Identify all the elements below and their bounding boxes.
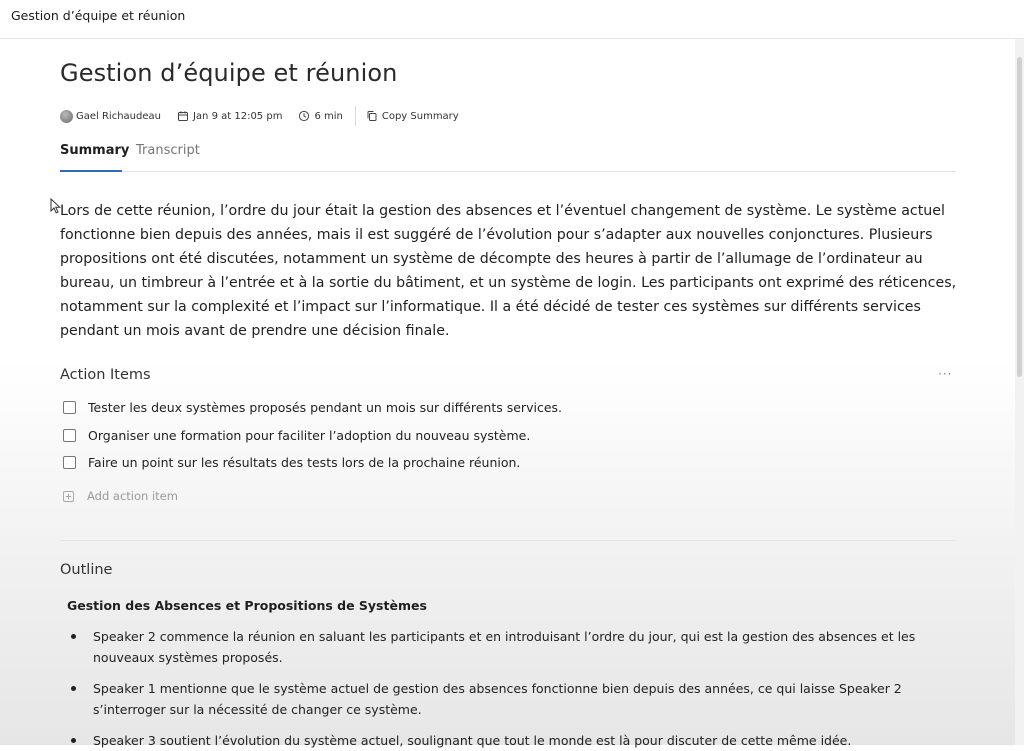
outline-bullet-text: Speaker 1 mentionne que le système actuel de gestion des absences fonctionne bien depuis des années, ce qui laisse Speaker 2 s’interroger sur la nécessité de changer ce système.: [93, 681, 902, 717]
summary-text: Lors de cette réunion, l’ordre du jour était la gestion des absences et l’éventuel changement de système. Le système actuel fonctionne bien depuis des années, mais il est suggéré de l’évolution pour s’adapter aux nouvelles conjonctures. Plusieurs propositions ont été discutées, notamment un système de décompte des heures à partir de l’allumage de l’ordinateur au bureau, un timbreur à l’entrée et à la sortie du bâtiment, et un système de login. Les participants ont exprimé des réticences, notamment sur la complexité et l’impact sur l’informatique. Il a été décidé de tester ces systèmes sur différents services pendant un mois avant de prendre une décision finale.: [60, 203, 957, 339]
clock-icon: [298, 110, 310, 122]
outline-bullet: [71, 730, 931, 751]
more-options-button[interactable]: ···: [938, 367, 953, 381]
meta-divider: [355, 106, 356, 126]
copy-icon: [366, 110, 378, 122]
tab-bar: [60, 143, 956, 172]
add-action-item-button[interactable]: [63, 489, 178, 503]
action-item-checkbox[interactable]: [63, 456, 76, 469]
author: [60, 110, 161, 123]
section-divider: [60, 540, 956, 541]
scrollbar-thumb[interactable]: [1017, 57, 1022, 377]
copy-summary-label: Copy Summary: [381, 110, 459, 122]
outline-heading: Gestion des Absences et Propositions de Systèmes: [67, 598, 427, 613]
add-icon: [63, 491, 74, 502]
action-items-title: Action Items: [60, 367, 151, 383]
scrollbar[interactable]: [1015, 39, 1024, 745]
tab-summary[interactable]: Summary: [60, 143, 122, 172]
action-item[interactable]: [63, 428, 530, 443]
calendar-icon: [177, 110, 189, 122]
outline-bullet: [71, 626, 931, 668]
bullet-dot: [71, 686, 76, 691]
date-text: Jan 9 at 12:05 pm: [192, 110, 283, 122]
bullet-dot: [71, 738, 76, 743]
outline-title: Outline: [60, 562, 113, 578]
add-action-item-label: Add action item: [87, 489, 178, 503]
bullet-dot: [71, 634, 76, 639]
outline-bullet-text: Speaker 2 commence la réunion en saluant les participants et en introduisant l’ordre du jour, qui est la gestion des absences et les nouveaux systèmes proposés.: [93, 629, 916, 665]
meeting-duration: [298, 110, 342, 122]
avatar: [60, 110, 73, 123]
action-item-label: Faire un point sur les résultats des tests lors de la prochaine réunion.: [88, 455, 521, 470]
copy-summary-button[interactable]: [366, 110, 459, 122]
meeting-date: [177, 110, 282, 122]
top-bar: [0, 0, 1024, 39]
action-item-checkbox[interactable]: [63, 429, 76, 442]
outline-bullet: [71, 678, 931, 720]
action-item[interactable]: [63, 455, 520, 470]
tab-transcript[interactable]: Transcript: [136, 143, 200, 158]
action-item-checkbox[interactable]: [63, 401, 76, 414]
duration-text: 6 min: [314, 110, 343, 122]
action-item[interactable]: [63, 400, 562, 415]
page-title: Gestion d’équipe et réunion: [60, 59, 398, 87]
action-item-label: Tester les deux systèmes proposés pendant un mois sur différents services.: [88, 400, 562, 415]
outline-bullet-text: Speaker 3 soutient l’évolution du système actuel, soulignant que tout le monde est là pour discuter de cette même idée.: [93, 733, 852, 748]
author-name: Gael Richaudeau: [76, 110, 161, 122]
action-item-label: Organiser une formation pour faciliter l’adoption du nouveau système.: [88, 428, 531, 443]
meta-bar: [60, 106, 475, 126]
window-title: Gestion d’équipe et réunion: [11, 8, 186, 23]
